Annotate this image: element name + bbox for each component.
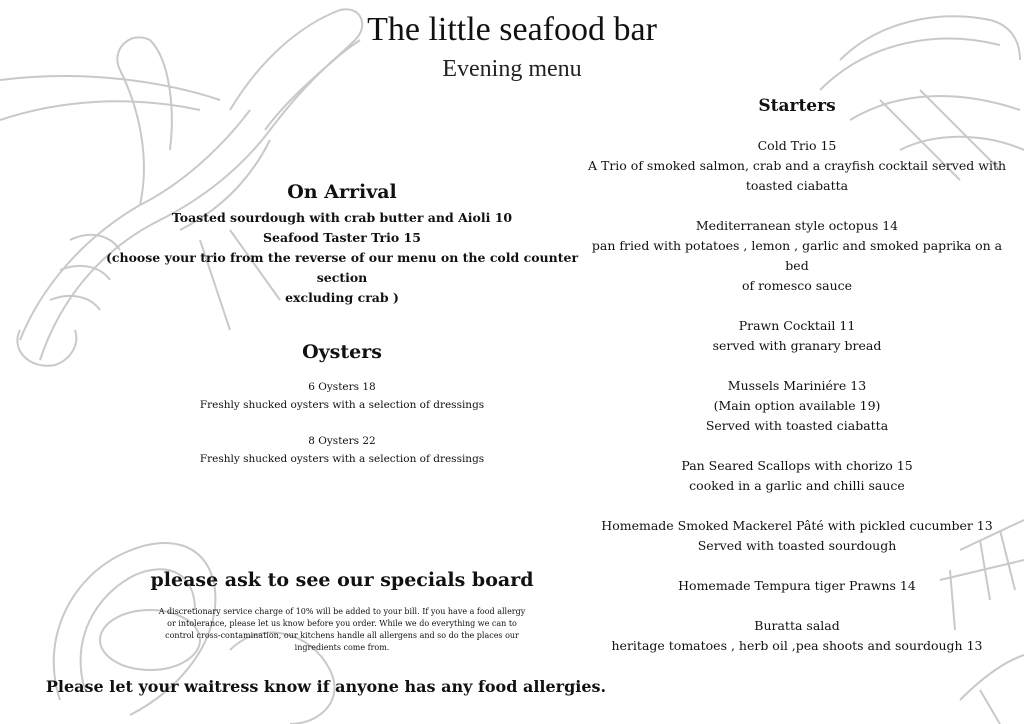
- oysters-heading: Oysters: [302, 341, 382, 363]
- list-item: [86, 432, 598, 468]
- list-item: [580, 516, 1014, 556]
- starter-desc: cooked in a garlic and chilli sauce: [689, 478, 905, 493]
- service-notice-line: ingredients come from.: [294, 643, 390, 652]
- list-item: [580, 316, 1014, 356]
- starter-name: Pan Seared Scallops with chorizo 15: [681, 458, 913, 473]
- starter-name: Homemade Tempura tiger Prawns 14: [678, 578, 916, 593]
- starter-name: Prawn Cocktail 11: [738, 318, 856, 333]
- list-item: [580, 616, 1014, 656]
- allergy-note: Please let your waitress know if anyone has any food allergies.: [45, 677, 607, 696]
- starter-desc: Served with toasted sourdough: [697, 538, 897, 553]
- list-item: [580, 576, 1014, 596]
- oyster-item-desc: Freshly shucked oysters with a selection of dressings: [199, 453, 485, 465]
- starter-desc: of romesco sauce: [741, 278, 853, 293]
- oyster-item-name: 8 Oysters 22: [308, 435, 376, 447]
- starter-name: Cold Trio 15: [757, 138, 837, 153]
- on-arrival-line: Seafood Taster Trio 15: [263, 230, 421, 245]
- oyster-item-name: 6 Oysters 18: [308, 381, 376, 393]
- on-arrival-line: excluding crab ): [285, 290, 399, 305]
- page-title: The little seafood bar: [367, 11, 657, 48]
- starter-desc: toasted ciabatta: [745, 178, 849, 193]
- starters-section: [580, 94, 1014, 676]
- page-subtitle: Evening menu: [442, 56, 582, 82]
- oyster-item-desc: Freshly shucked oysters with a selection of dressings: [199, 399, 485, 411]
- list-item: [580, 376, 1014, 436]
- starter-desc: pan fried with potatoes , lemon , garlic and smoked paprika on a bed: [591, 238, 1003, 273]
- list-item: [580, 136, 1014, 196]
- starter-desc: (Main option available 19): [713, 398, 881, 413]
- specials-section: [86, 568, 598, 654]
- oysters-section: [86, 340, 598, 468]
- starter-desc: A Trio of smoked salmon, crab and a crayfish cocktail served with: [587, 158, 1007, 173]
- starter-name: Buratta salad: [754, 618, 840, 633]
- starter-desc: Served with toasted ciabatta: [705, 418, 889, 433]
- starter-name: Mussels Mariniére 13: [727, 378, 867, 393]
- on-arrival-line: (choose your trio from the reverse of our menu on the cold counter section: [105, 250, 579, 285]
- list-item: [580, 216, 1014, 296]
- on-arrival-line: Toasted sourdough with crab butter and Aioli 10: [171, 210, 513, 225]
- list-item: [86, 378, 598, 414]
- on-arrival-heading: On Arrival: [287, 181, 397, 203]
- starter-desc: heritage tomatoes , herb oil ,pea shoots and sourdough 13: [611, 638, 983, 653]
- specials-heading: please ask to see our specials board: [150, 569, 534, 591]
- list-item: [580, 456, 1014, 496]
- service-notice-line: control cross-contamination, our kitchens handle all allergens and so do the places our: [165, 631, 519, 640]
- on-arrival-section: [86, 180, 598, 308]
- starters-heading: Starters: [758, 96, 836, 116]
- service-notice-line: or intolerance, please let us know before you order. While we do everything we can to: [167, 619, 517, 628]
- starter-name: Mediterranean style octopus 14: [695, 218, 899, 233]
- starter-name: Homemade Smoked Mackerel Pâté with pickled cucumber 13: [601, 518, 993, 533]
- service-notice-line: A discretionary service charge of 10% will be added to your bill. If you have a food allergy: [158, 607, 526, 616]
- starter-desc: served with granary bread: [712, 338, 882, 353]
